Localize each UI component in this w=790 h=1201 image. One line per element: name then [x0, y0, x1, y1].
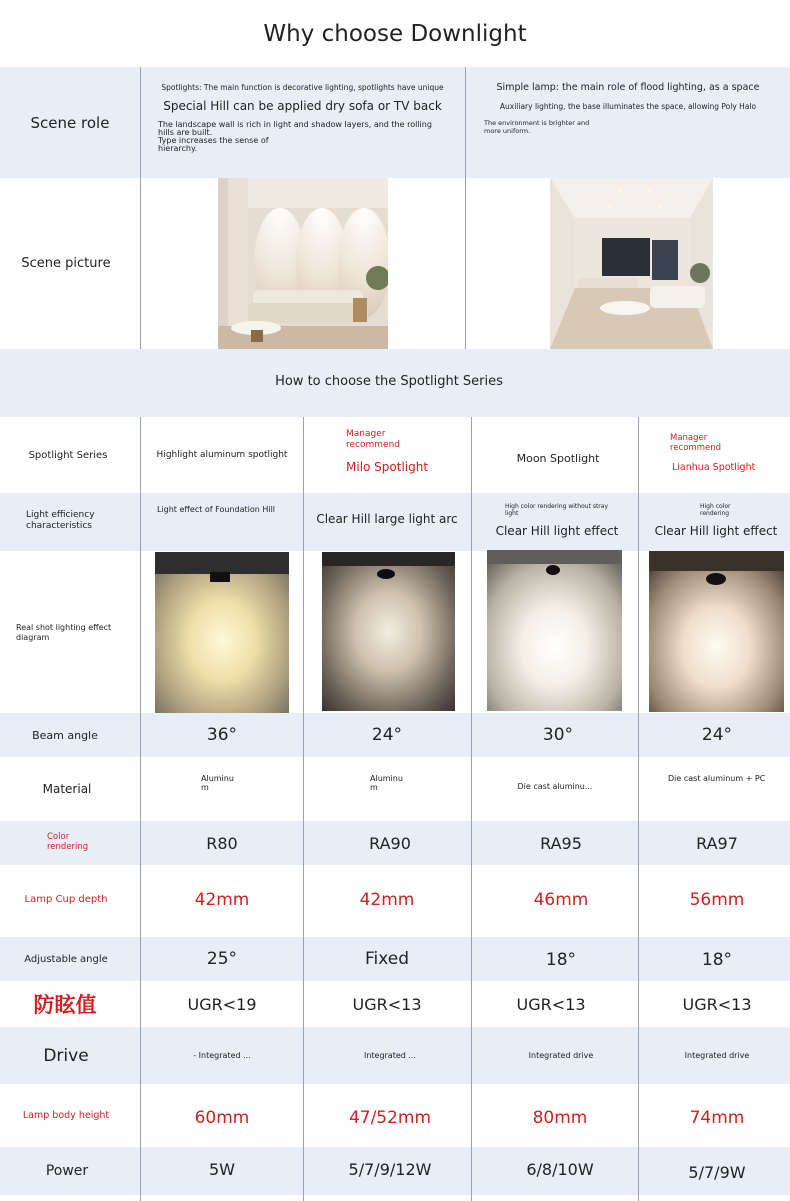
- col3-power: 6/8/10W: [526, 1159, 594, 1179]
- col2-drive: Integrated ...: [363, 1051, 417, 1060]
- spot-role-line1: Spotlights: The main function is decorative lighting, spotlights have unique: [161, 83, 444, 92]
- col4-efficiency-small: High color rendering: [700, 503, 731, 517]
- col4-glare: UGR<13: [682, 994, 752, 1014]
- col1-adjust: 25°: [206, 949, 238, 969]
- spot-role-line3: The landscape wall is rich in light and shadow layers, and the rolling hills are built.: [158, 120, 432, 137]
- col3-efficiency-small: High color rendering without stray light: [505, 503, 608, 517]
- spotlight-role-text: [150, 80, 455, 175]
- glare-label: 防眩值: [33, 993, 97, 1017]
- col4-material: Die cast aluminum + PC: [668, 774, 766, 783]
- lamp-role-text: [478, 80, 778, 175]
- adjust-label: Adjustable angle: [24, 953, 108, 965]
- col2-badge: Manager recommend: [346, 429, 400, 450]
- col1-color: R80: [206, 833, 238, 853]
- col2-light-photo: [322, 552, 455, 711]
- col1-light-photo: [155, 552, 289, 713]
- scene-role-label: Scene role: [30, 113, 110, 132]
- col3-cup: 46mm: [533, 890, 589, 910]
- col3-light-photo: [487, 550, 622, 711]
- col1-height: 60mm: [194, 1108, 250, 1128]
- col2-height: 47/52mm: [348, 1108, 432, 1128]
- col3-material: Die cast aluminu...: [517, 781, 593, 791]
- col4-cup: 56mm: [689, 890, 745, 910]
- col1-efficiency: Light effect of Foundation Hill: [156, 505, 276, 514]
- col1-cup: 42mm: [194, 890, 250, 910]
- col2-power: 5/7/9/12W: [348, 1159, 432, 1179]
- color-label: Color rendering: [47, 832, 89, 852]
- series-label: Spotlight Series: [28, 449, 108, 461]
- col4-efficiency: Clear Hill light effect: [654, 524, 778, 538]
- col2-cup: 42mm: [359, 890, 415, 910]
- col1-power: 5W: [209, 1159, 235, 1179]
- col3-series-name: Moon Spotlight: [516, 451, 600, 465]
- col4-badge: Manager recommend: [670, 433, 721, 453]
- col3-efficiency: Clear Hill light effect: [495, 524, 619, 538]
- col3-glare: UGR<13: [516, 994, 586, 1014]
- col3-drive: Integrated drive: [528, 1051, 594, 1060]
- lamp-role-line1: Simple lamp: the main role of flood lighting, as a space: [496, 82, 760, 93]
- col1-material: Aluminu m: [201, 774, 234, 792]
- lamp-role-line2: Auxiliary lighting, the base illuminates the space, allowing Poly Halo: [499, 102, 757, 111]
- section-title: How to choose the Spotlight Series: [275, 373, 503, 389]
- col4-beam: 24°: [701, 725, 733, 745]
- col1-series-name: Highlight aluminum spotlight: [156, 450, 288, 460]
- divider: [471, 417, 472, 1201]
- beam-label: Beam angle: [32, 728, 98, 742]
- col3-height: 80mm: [532, 1108, 588, 1128]
- divider: [303, 417, 304, 1201]
- col4-height: 74mm: [689, 1108, 745, 1128]
- col2-adjust: Fixed: [364, 949, 410, 969]
- spotlight-room-photo: [218, 178, 388, 349]
- material-label: Material: [42, 781, 92, 796]
- col2-series-name: Milo Spotlight: [346, 460, 429, 474]
- divider: [465, 67, 466, 349]
- col1-glare: UGR<19: [187, 994, 257, 1014]
- col4-adjust: 18°: [701, 950, 733, 970]
- col4-power: 5/7/9W: [688, 1162, 746, 1182]
- col4-color: RA97: [696, 833, 738, 853]
- drive-label: Drive: [43, 1045, 89, 1066]
- spot-role-line4: Type increases the sense of hierarchy.: [158, 136, 269, 153]
- col3-adjust: 18°: [545, 950, 577, 970]
- page-title: Why choose Downlight: [263, 20, 527, 47]
- col2-material: Aluminu m: [370, 774, 403, 792]
- height-label: Lamp body height: [22, 1110, 110, 1121]
- realshot-label: Real shot lighting effect diagram: [16, 623, 112, 642]
- col1-drive: - Integrated ...: [193, 1051, 251, 1060]
- col2-efficiency: Clear Hill large light arc: [316, 512, 458, 526]
- cup-label: Lamp Cup depth: [24, 893, 108, 905]
- divider: [140, 67, 141, 349]
- col1-beam: 36°: [206, 725, 238, 745]
- lamp-role-line3: The environment is brighter and more uniform.: [484, 119, 590, 135]
- divider: [140, 417, 141, 1201]
- spot-role-line2: Special Hill can be applied dry sofa or TV back: [163, 99, 442, 113]
- col3-color: RA95: [540, 833, 582, 853]
- col2-glare: UGR<13: [352, 994, 422, 1014]
- divider: [638, 417, 639, 1201]
- col4-light-photo: [649, 551, 784, 712]
- col3-beam: 30°: [542, 725, 574, 745]
- col2-beam: 24°: [371, 725, 403, 745]
- floodlight-room-photo: [550, 178, 713, 349]
- col4-drive: Integrated drive: [684, 1051, 750, 1060]
- col2-color: RA90: [369, 833, 411, 853]
- efficiency-label: Light efficiency characteristics: [26, 510, 95, 531]
- power-label: Power: [45, 1163, 89, 1179]
- col4-series-name: Lianhua Spotlight: [672, 462, 756, 473]
- scene-picture-label: Scene picture: [21, 256, 111, 271]
